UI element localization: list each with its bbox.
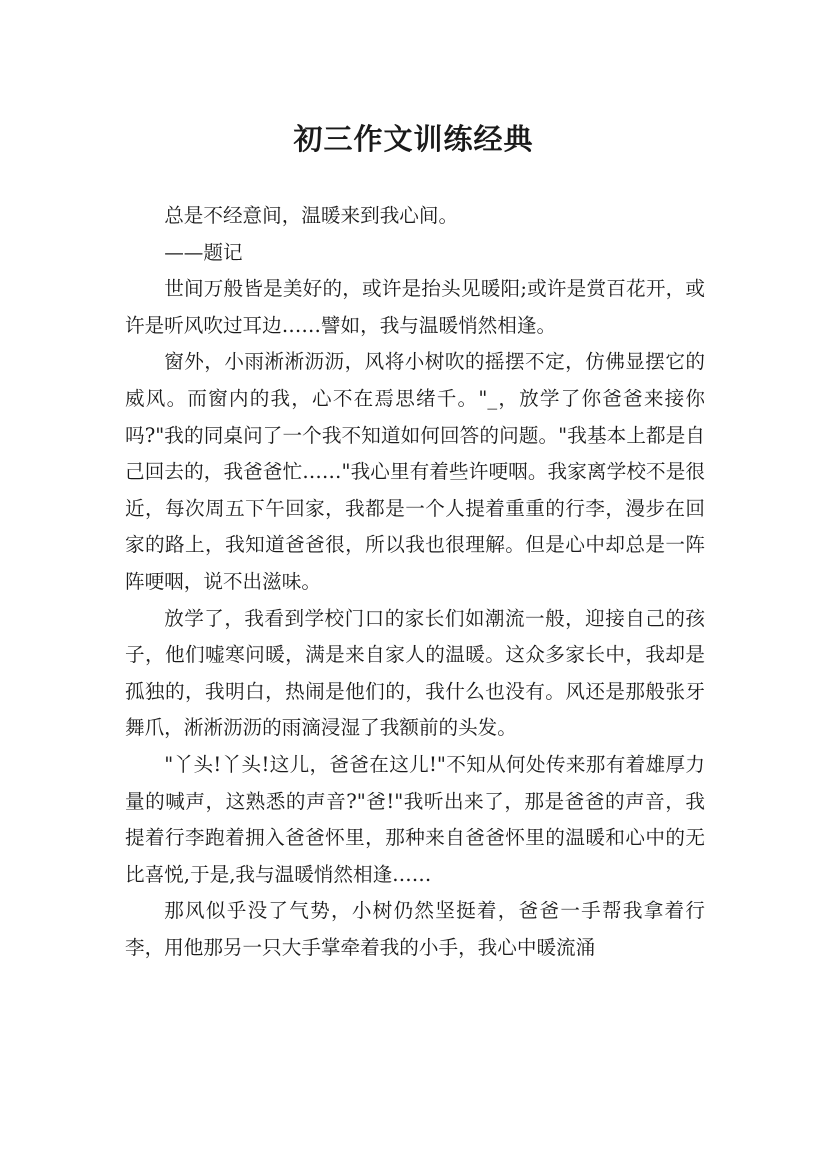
document-title: 初三作文训练经典 <box>293 122 534 157</box>
paragraph-epigraph: ——题记 <box>164 240 243 264</box>
paragraph: 窗外，小雨淅淅沥沥，风将小树吹的摇摆不定，仿佛显摆它的威风。而窗内的我，心不在焉思绪千。"_，放学了你爸爸来接你吗?"我的同桌问了一个我不知道如何回答的问题。"我基本上都是自己回去的，我爸爸忙……"我心里有着些许哽咽。我家离学校不是很近，每次周五下午回家，我都是一个人提着重重的行李，漫步在回家的路上，我知道爸爸很，所以我也很理解。但是心中却总是一阵阵哽咽，说不出滋味。 <box>125 350 705 593</box>
document-body <box>125 198 705 966</box>
paragraph: 那风似乎没了气势，小树仍然坚挺着，爸爸一手帮我拿着行李，用他那另一只大手掌牵着我的小手，我心中暖流涌 <box>125 899 705 959</box>
paragraph: 世间万般皆是美好的，或许是抬头见暖阳;或许是赏百花开，或许是听风吹过耳边……譬如，我与温暖悄然相逢。 <box>125 277 705 337</box>
paragraph: "丫头!丫头!这儿，爸爸在这儿!"不知从何处传来那有着雄厚力量的喊声，这熟悉的声音?"爸!"我听出来了，那是爸爸的声音，我提着行李跑着拥入爸爸怀里，那种来自爸爸怀里的温暖和心中的无比喜悦,于是,我与温暖悄然相逢…… <box>125 752 705 886</box>
paragraph-opening: 总是不经意间，温暖来到我心间。 <box>164 204 459 227</box>
paragraph: 放学了，我看到学校门口的家长们如潮流一般，迎接自己的孩子，他们嘘寒问暖，满是来自家人的温暖。这众多家长中，我却是孤独的，我明白，热闹是他们的，我什么也没有。风还是那般张牙舞爪，淅淅沥沥的雨滴浸湿了我额前的头发。 <box>125 606 705 740</box>
